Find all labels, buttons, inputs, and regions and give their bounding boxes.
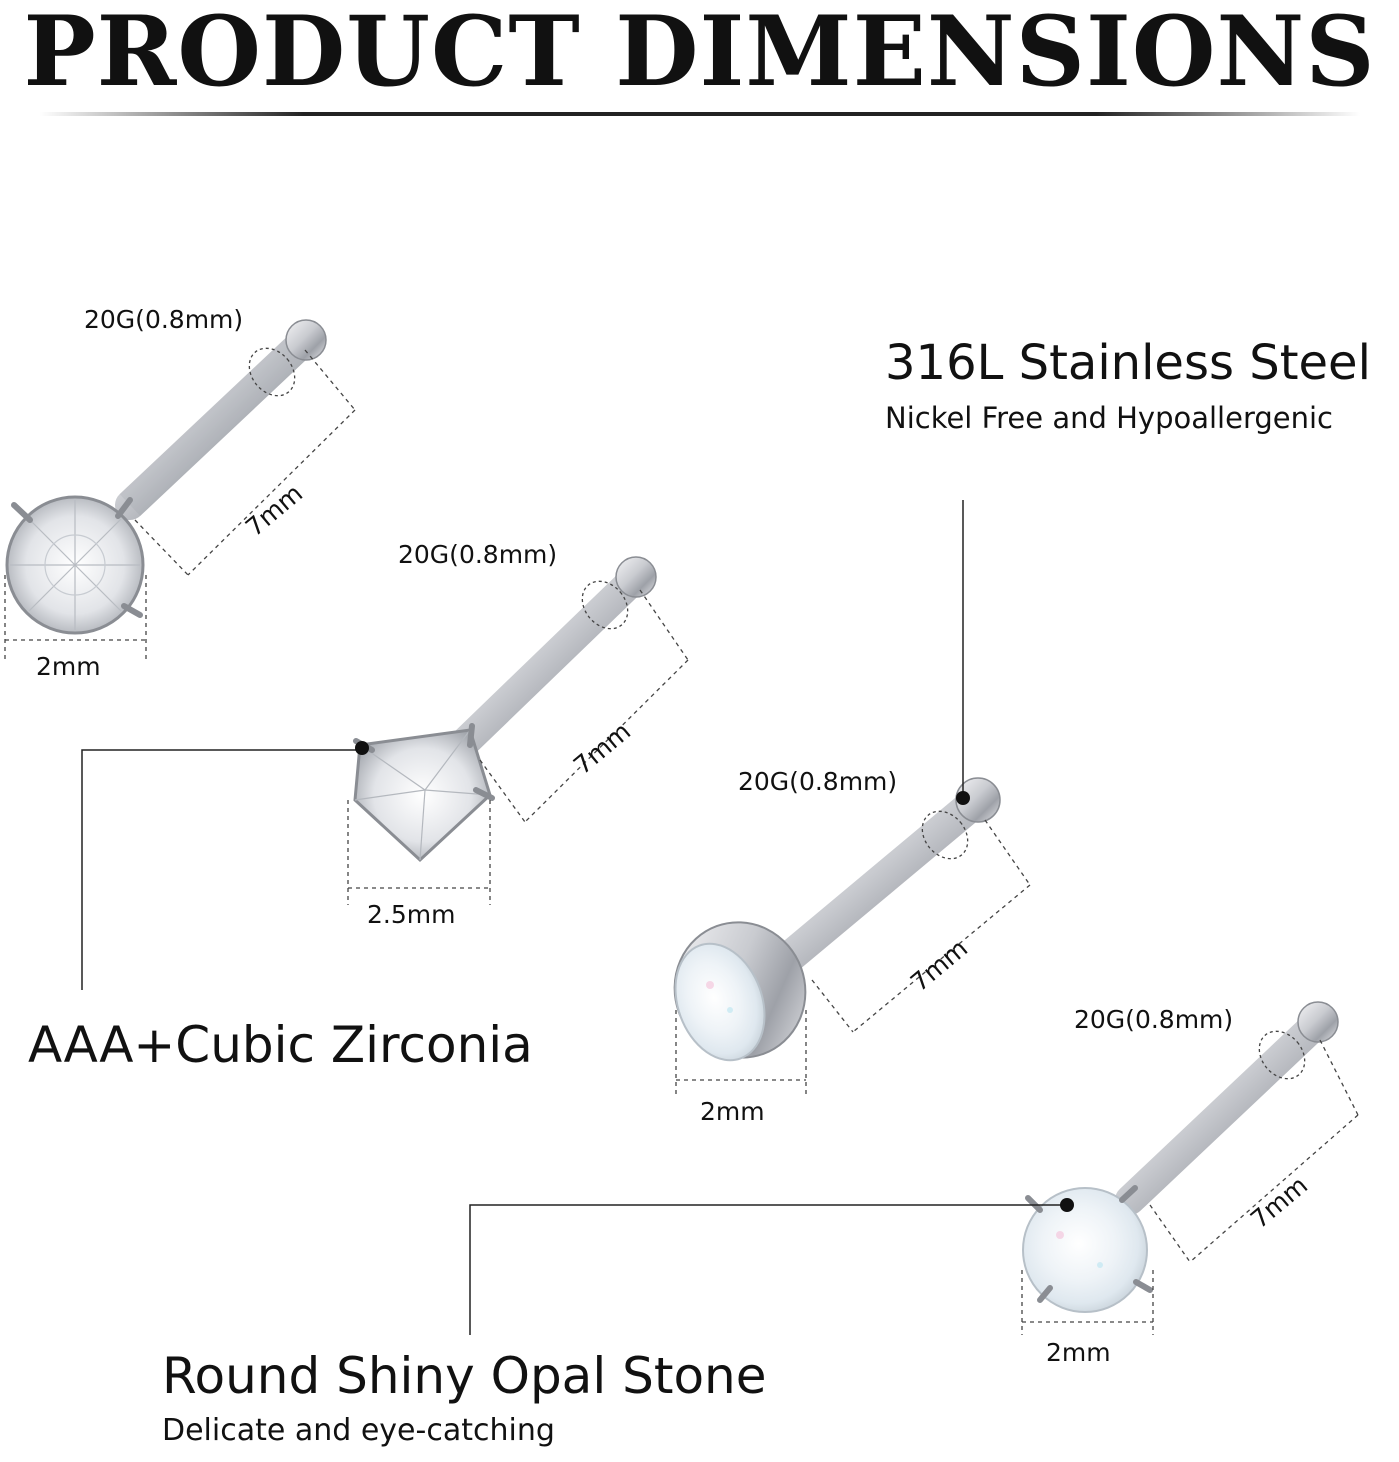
stud-prong-opal	[1022, 1002, 1358, 1335]
feature-steel-detail: Nickel Free and Hypoallergenic	[885, 401, 1333, 435]
item-4-gauge: 20G(0.8mm)	[1074, 1005, 1234, 1034]
feature-opal	[162, 1347, 767, 1451]
feature-opal-name: Round Shiny Opal Stone	[162, 1347, 767, 1405]
item-2-width: 2.5mm	[367, 900, 456, 929]
item-1-width: 2mm	[36, 652, 101, 681]
page-title: PRODUCT DIMENSIONS	[23, 0, 1376, 108]
callout-zirconia-dot	[355, 741, 369, 755]
item-2-length: 7mm	[568, 716, 637, 781]
item-3-length: 7mm	[905, 933, 974, 998]
item-1-length: 7mm	[240, 478, 309, 543]
feature-zirconia	[28, 1016, 533, 1074]
item-4-length: 7mm	[1245, 1170, 1314, 1235]
feature-opal-detail: Delicate and eye-catching	[162, 1413, 555, 1448]
item-4-width: 2mm	[1046, 1338, 1111, 1367]
feature-steel	[885, 334, 1371, 438]
callout-steel-dot	[956, 791, 970, 805]
feature-zirconia-name: AAA+Cubic Zirconia	[28, 1016, 533, 1074]
callout-opal	[470, 1205, 1065, 1335]
item-3-width: 2mm	[700, 1097, 765, 1126]
stud-square-cz	[348, 557, 688, 905]
item-3-gauge: 20G(0.8mm)	[738, 767, 898, 796]
stud-round-cz	[5, 320, 355, 660]
stud-flat-opal	[656, 778, 1030, 1095]
callout-opal-dot	[1060, 1198, 1074, 1212]
item-2-gauge: 20G(0.8mm)	[398, 540, 558, 569]
callout-zirconia	[82, 750, 360, 990]
feature-steel-name: 316L Stainless Steel	[885, 335, 1371, 391]
title-underline	[40, 112, 1360, 116]
item-1-gauge: 20G(0.8mm)	[84, 305, 244, 334]
